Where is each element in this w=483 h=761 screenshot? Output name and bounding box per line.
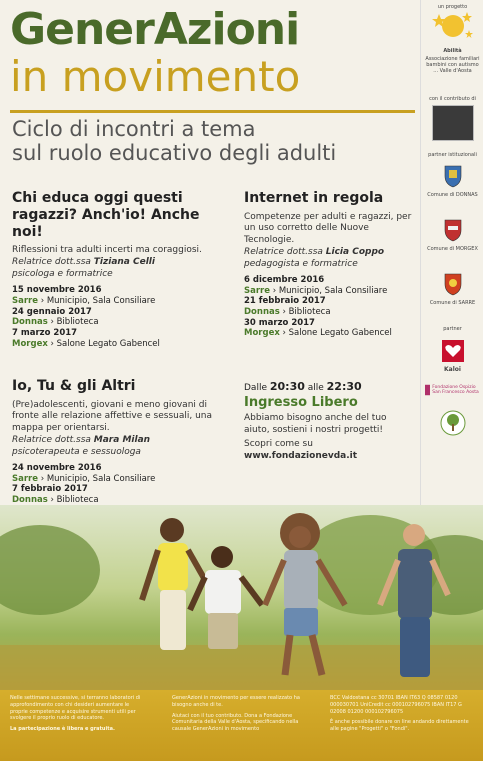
fondazione-logo xyxy=(425,380,480,400)
title-line1: GenerAzioni xyxy=(10,4,300,55)
section3-desc: (Pre)adolescenti, giovani e meno giovani di fronte alle relazione affettive e sessuali, una mappa per orientarsi. xyxy=(12,399,213,434)
comune-sarre xyxy=(425,272,480,306)
section-chi-educa xyxy=(12,190,232,349)
partner-ist-block xyxy=(425,152,480,158)
event-date: 7 marzo 2017 xyxy=(12,327,78,338)
section1-title: Chi educa oggi questi ragazzi? Anch'io! Anche noi! xyxy=(12,190,200,240)
subtitle-line1: Ciclo di incontri a tema xyxy=(12,117,256,141)
event-date: 24 novembre 2016 xyxy=(12,463,102,474)
event-place: Donnas › Biblioteca xyxy=(244,307,331,318)
event-place: Donnas › Biblioteca xyxy=(12,495,99,506)
title-line2: in movimento xyxy=(10,52,301,101)
contributor-logo xyxy=(432,105,474,141)
footer-col3: BCC Valdostana cc 30701 IBAN IT63 Q 08587 0120 000030701 UniCredit cc 000102796075 IBAN IT17 G 02008 01200 000102796075 È anche possibile donare on line andando direttamente alle pagine "Progetti" o "Fondi". xyxy=(330,695,469,732)
footer-band xyxy=(0,690,483,761)
fondazione-label: Fondazione Ospizio San Francesco Aosta xyxy=(432,384,479,395)
ingresso-site: Scopri come su www.fondazionevda.it xyxy=(244,439,358,462)
family-photo xyxy=(0,505,483,690)
kaloi-block xyxy=(425,340,480,373)
ingresso-note: Abbiamo bisogno anche del tuo aiuto, sostieni i nostri progetti! xyxy=(244,413,387,435)
project-org: Abilità xyxy=(443,48,462,54)
comune-morgex xyxy=(425,218,480,252)
event-place: Morgex › Salone Legato Gabencel xyxy=(244,328,392,339)
assoc-text: Associazione familiari bambini con autismo ... Valle d'Aosta xyxy=(425,56,480,74)
event-place: Sarre › Municipio, Sala Consiliare xyxy=(12,473,156,484)
section2-title: Internet in regola xyxy=(244,190,384,206)
partner-block xyxy=(425,326,480,332)
ingresso-label: Ingresso Libero xyxy=(244,395,358,410)
partner-label: partner xyxy=(443,326,462,332)
abilita-logo-icon xyxy=(431,10,475,44)
ingresso-time: Dalle 20:30 alle 22:30 xyxy=(244,380,362,393)
section1-relatrice: Relatrice dott.ssa Tiziana Celli xyxy=(12,257,155,268)
project-block xyxy=(425,4,480,74)
contrib-block xyxy=(425,96,480,141)
fondazione-mark-icon xyxy=(425,380,430,400)
event-place: Sarre › Municipio, Sala Consiliare xyxy=(244,285,388,296)
comune1-label: Comune di DONNAS xyxy=(427,192,478,198)
subtitle xyxy=(12,118,412,165)
section1-role: psicologa e formatrice xyxy=(12,268,113,279)
fondazione-block xyxy=(425,380,480,400)
crest-icon xyxy=(443,164,463,188)
contrib-label: con il contributo di xyxy=(429,96,476,102)
kaloi-heart-icon xyxy=(442,340,464,362)
event-place: Donnas › Biblioteca xyxy=(12,317,99,328)
crest-icon xyxy=(443,272,463,296)
event-date: 15 novembre 2016 xyxy=(12,285,102,296)
family-illustration-icon xyxy=(0,505,483,690)
section3-title: Io, Tu & gli Altri xyxy=(12,378,136,394)
ingresso-block xyxy=(244,380,414,463)
event-date: 24 gennaio 2017 xyxy=(12,306,92,317)
comune3-label: Comune di SARRE xyxy=(429,300,476,306)
footer-col1: Nelle settimane successive, si terranno laboratori di approfondimento con chi desideri aumentare le proprie competenze e acquisire strumenti utili per svolgere il proprio ruolo di educatore. La partecipazione è libera e gratuita. xyxy=(10,695,141,732)
section2-desc: Competenze per adulti e ragazzi, per un uso corretto delle Nuove Tecnologie. xyxy=(244,211,412,246)
crest-icon xyxy=(443,218,463,242)
section2-relatrice: Relatrice dott.ssa Licia Coppo xyxy=(244,246,385,257)
section3-role: psicoterapeuta e sessuologa xyxy=(12,446,141,457)
section2-role: pedagogista e formatrice xyxy=(244,258,358,269)
event-place: Sarre › Municipio, Sala Consiliare xyxy=(12,296,156,307)
section3-relatrice: Relatrice dott.ssa Mara Milan xyxy=(12,434,151,445)
subtitle-line2: sul ruolo educativo degli adulti xyxy=(12,140,337,165)
project-label: un progetto xyxy=(437,4,468,10)
section1-desc: Riflessioni tra adulti incerti ma coraggiosi. xyxy=(12,245,202,256)
event-date: 7 febbraio 2017 xyxy=(12,484,88,495)
event-place: Morgex › Salone Legato Gabencel xyxy=(12,338,160,349)
tree-logo-block xyxy=(425,410,480,440)
tree-logo-icon xyxy=(440,410,466,436)
event-date: 30 marzo 2017 xyxy=(244,317,315,328)
comune-donnas xyxy=(425,164,480,198)
partner-ist-label: partner istituzionali xyxy=(428,152,477,158)
kaloi-label: Kaloi xyxy=(444,366,461,373)
gold-divider xyxy=(10,110,415,113)
event-date: 21 febbraio 2017 xyxy=(244,296,326,307)
comune2-label: Comune di MORGEX xyxy=(427,246,478,252)
section-internet xyxy=(244,190,414,339)
event-date: 6 dicembre 2016 xyxy=(244,275,325,286)
footer-col2: GenerAzioni in movimento per essere realizzato ha bisogno anche di te. Aiutaci con il tuo contributo. Dona a Fondazione Comunitaria della Valle d'Aosta, specificando nella causale GenerAzioni in movimento xyxy=(172,695,300,732)
site-link[interactable]: www.fondazionevda.it xyxy=(244,451,358,462)
